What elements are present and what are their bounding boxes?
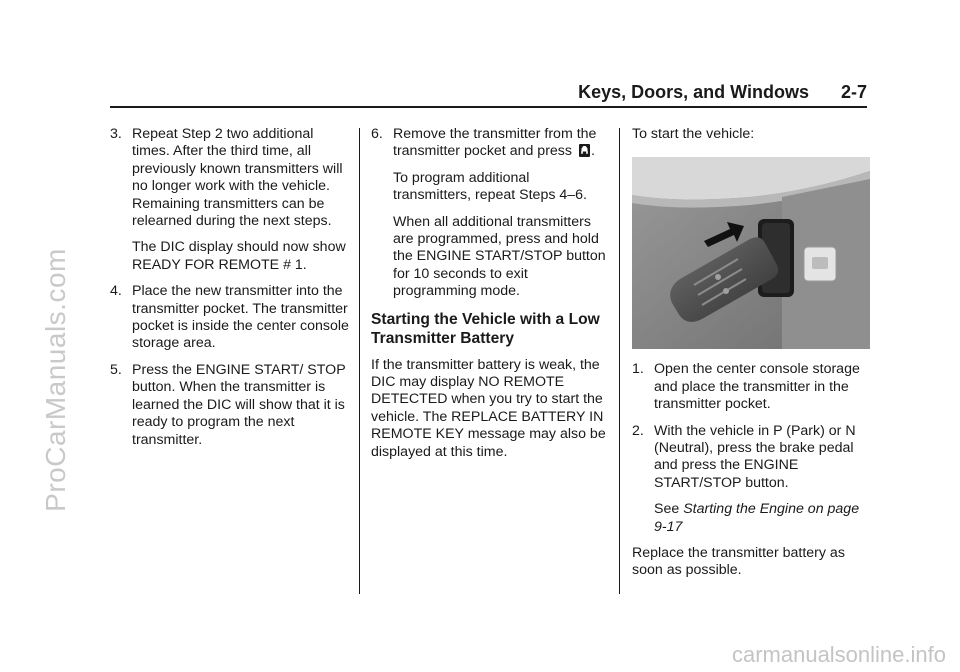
step-number: 3. [110,126,122,142]
step-6-note-2: When all additional transmitters are programmed, press and hold the ENGINE START/STOP button for 10 seconds to exit programming mode. [393,213,606,300]
column-right [632,126,870,589]
step-number: 2. [632,422,644,439]
step-number: 6. [371,126,383,142]
console-transmitter-photo [632,157,870,349]
key-fob-unlock-icon [578,143,591,158]
side-watermark: ProCarManuals.com [40,248,71,512]
see-prefix: See [654,501,684,518]
step-5 [110,362,350,449]
see-reference [632,501,870,536]
paragraph: If the transmitter battery is weak, the DIC may display NO REMOTE DETECTED when you try to start the vehicle. The REPLACE BATTERY IN REMOTE KEY message may also be displayed at this time. [371,356,606,460]
step-text: Place the new transmitter into the transmitter pocket. The transmitter pocket is inside the center console storage area. [132,283,349,352]
footer-watermark: carmanualsonline.info [731,642,946,667]
step-6-note-1: To program additional transmitters, repeat Steps 4–6. [393,169,587,204]
step-1 [632,361,870,413]
step-3 [110,126,350,230]
column-left [110,126,350,458]
step-2 [632,423,870,493]
step-text-period: . [590,143,595,160]
step-text: With the vehicle in P (Park) or N (Neutral), press the brake pedal and press the ENGINE START/STOP button. [654,422,856,491]
intro-text: To start the vehicle: [632,126,755,142]
section-heading: Starting the Vehicle with a Low Transmitter Battery [371,310,600,347]
step-number: 4. [110,283,122,300]
step-4 [110,283,350,353]
step-3-note: The DIC display should now show READY FOR REMOTE # 1. [132,239,346,273]
section-title: Keys, Doors, and Windows [578,82,809,102]
paragraph: Replace the transmitter battery as soon as possible. [632,545,845,579]
page-header [110,76,867,108]
step-text: Press the ENGINE START/ STOP button. When the transmitter is learned the DIC will show that it is ready to program the next transmitter. [132,361,346,448]
step-text: Open the center console storage and place the transmitter in the transmitter pocket. [654,361,860,413]
step-number: 5. [110,361,122,378]
cross-reference-link[interactable]: Starting the Engine on page 9-17 [654,501,860,535]
column-middle [371,126,609,470]
page-number: 2-7 [840,82,867,102]
column-divider-right [619,128,620,594]
step-6 [371,126,609,161]
column-divider-left [359,128,360,594]
step-text: Repeat Step 2 two additional times. After the third time, all previously known transmitters will no longer work with the vehicle. Remaining transmitters can be relearned during the next steps. [132,126,343,230]
step-number: 1. [632,361,644,378]
step-text: Remove the transmitter from the transmitter pocket and press [393,126,597,160]
